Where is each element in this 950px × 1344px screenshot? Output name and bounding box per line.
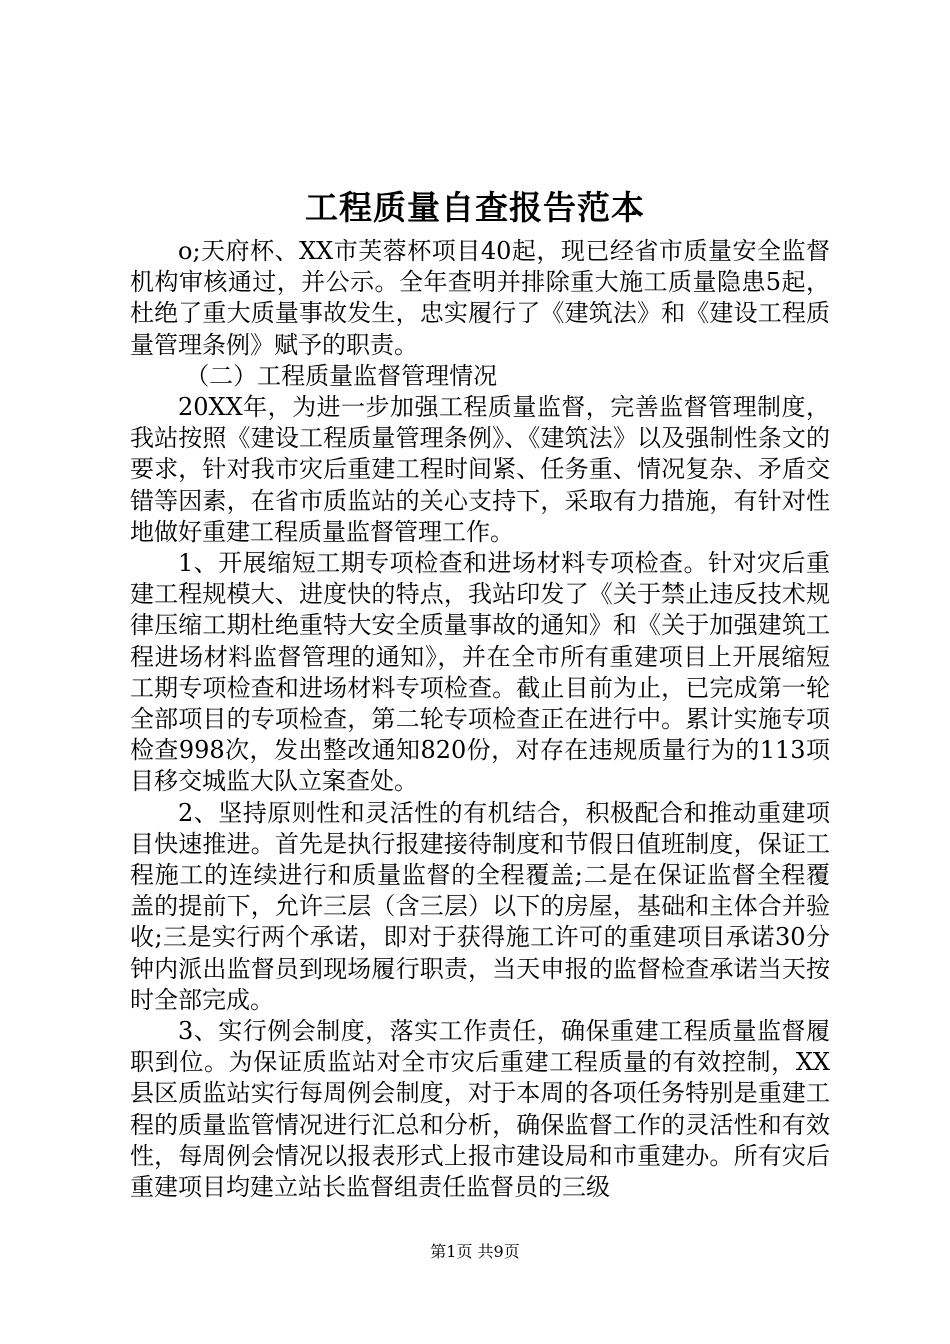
section-heading: （二）工程质量监督管理情况 bbox=[185, 361, 498, 390]
document-title: 工程质量自查报告范本 bbox=[305, 188, 645, 227]
paragraph-5: 3、实行例会制度，落实工作责任，确保重建工程质量监督履职到位。为保证质监站对全市灾后重建工程质量的有效控制，XX县区质监站实行每周例会制度，对于本周的各项任务特别是重建工程的质量监管情况进行汇总和分析，确保监督工作的灵活性和有效性，每周例会情况以报表形式上报市建设局和市重建办。所有灾后重建项目均建立站长监督组责任监督员的三级 bbox=[130, 1017, 830, 1202]
paragraph-4: 2、坚持原则性和灵活性的有机结合，积极配合和推动重建项目快速推进。首先是执行报建接待制度和节假日值班制度，保证工程施工的连续进行和质量监督的全程覆盖;二是在保证监督全程覆盖的提前下，允许三层（含三层）以下的房屋，基础和主体合并验收;三是实行两个承诺，即对于获得施工许可的重建项目承诺30分钟内派出监督员到现场履行职责，当天申报的监督检查承诺当天按时全部完成。 bbox=[130, 798, 830, 1014]
page-footer: 第1页 共9页 bbox=[430, 1242, 520, 1261]
paragraph-2: 20XX年，为进一步加强工程质量监督，完善监督管理制度，我站按照《建设工程质量管理条例》、《建筑法》以及强制性条文的要求，针对我市灾后重建工程时间紧、任务重、情况复杂、矛盾交错等因素，在省市质监站的关心支持下，采取有力措施，有针对性地做好重建工程质量监督管理工作。 bbox=[130, 393, 830, 546]
paragraph-1: o;天府杯、XX市芙蓉杯项目40起，现已经省市质量安全监督机构审核通过，并公示。全年查明并排除重大施工质量隐患5起，杜绝了重大质量事故发生，忠实履行了《建筑法》和《建设工程质量管理条例》赋予的职责。 bbox=[130, 237, 830, 359]
paragraph-3: 1、开展缩短工期专项检查和进场材料专项检查。针对灾后重建工程规模大、进度快的特点，我站印发了《关于禁止违反技术规律压缩工期杜绝重特大安全质量事故的通知》和《关于加强建筑工程进场材料监督管理的通知》，并在全市所有重建项目上开展缩短工期专项检查和进场材料专项检查。截止目前为止，已完成第一轮全部项目的专项检查，第二轮专项检查正在进行中。累计实施专项检查998次，发出整改通知820份，对存在违规质量行为的113项目移交城监大队立案查处。 bbox=[130, 549, 830, 796]
document-body bbox=[130, 236, 830, 1203]
